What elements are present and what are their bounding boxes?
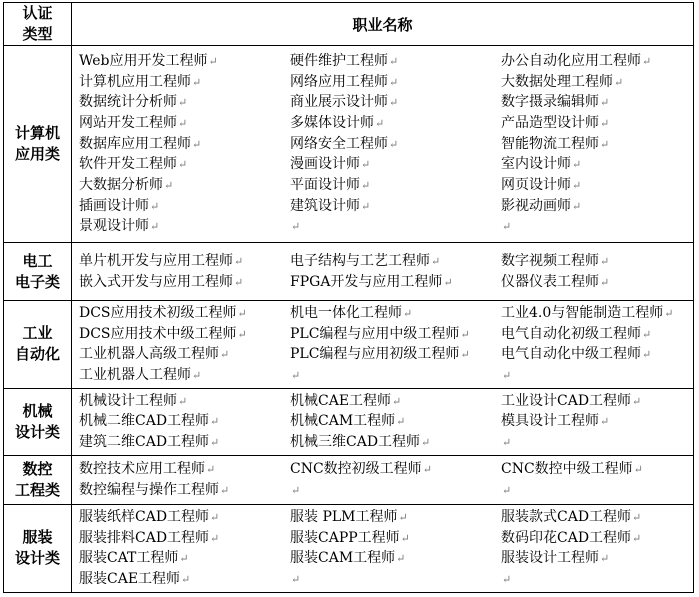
occupation-name (501, 344, 699, 365)
occupation-text: 景观设计师 (79, 218, 149, 235)
category-row (4, 243, 694, 301)
occupation-text: 大数据分析师 (79, 177, 163, 194)
category-type-cell (4, 504, 72, 592)
paragraph-mark-icon: ↵ (600, 137, 610, 151)
paragraph-mark-icon: ↵ (398, 510, 408, 524)
category-type-cell (4, 243, 72, 301)
occupation-name (501, 216, 699, 237)
paragraph-mark-icon: ↵ (600, 552, 610, 566)
paragraph-mark-icon: ↵ (291, 573, 301, 586)
occupation-text: 建筑设计师 (290, 197, 360, 214)
category-type-label: 服装 (22, 528, 53, 547)
occupation-name (290, 134, 501, 155)
occupation-text: 工业4.0与智能制造工程师 (501, 305, 664, 321)
paragraph-mark-icon: ↵ (389, 137, 399, 151)
paragraph-mark-icon: ↵ (502, 573, 512, 586)
occupation-text: Web应用开发工程师 (79, 52, 208, 69)
paragraph-mark-icon: ↵ (234, 254, 244, 268)
occupation-name (290, 432, 501, 453)
occupation-name (290, 113, 501, 134)
occupation-text: 机械CAM工程师 (290, 413, 396, 430)
occupation-name (501, 251, 699, 272)
occupation-text: DCS应用技术初级工程师 (79, 305, 237, 321)
occupation-name (79, 113, 290, 134)
paragraph-mark-icon: ↵ (291, 369, 301, 383)
occupation-name (501, 432, 699, 453)
occupation-text: 平面设计师 (290, 177, 360, 194)
occupation-text: 数据统计分析师 (79, 94, 177, 111)
occupation-name (290, 569, 501, 590)
category-type-label: 电工 (22, 251, 53, 270)
occupation-text: 计算机应用工程师 (79, 73, 191, 90)
occupation-text: 网站开发工程师 (79, 114, 177, 131)
paragraph-mark-icon: ↵ (392, 394, 402, 408)
occupation-text: 服装款式CAD工程师 (501, 508, 632, 525)
occupation-name (79, 196, 290, 217)
occupation-name (501, 92, 699, 113)
occupation-name (79, 548, 290, 569)
paragraph-mark-icon: ↵ (572, 179, 582, 193)
paragraph-mark-icon: ↵ (150, 199, 160, 213)
occupation-text: 硬件维护工程师 (290, 52, 388, 69)
occupation-names-cell (72, 301, 694, 389)
paragraph-mark-icon: ↵ (210, 510, 220, 524)
category-type-cell (4, 301, 72, 389)
occupation-text: 数码印花CAD工程师 (501, 529, 632, 546)
paragraph-mark-icon: ↵ (208, 54, 218, 68)
paragraph-mark-icon: ↵ (181, 573, 191, 586)
occupation-name (79, 432, 290, 453)
occupation-name (79, 154, 290, 175)
occupation-name (79, 411, 290, 432)
occupation-name (501, 391, 699, 412)
occupation-name (79, 303, 290, 324)
occupation-name (501, 459, 699, 480)
occupation-name (290, 272, 501, 293)
occupation-name (290, 528, 501, 549)
occupation-name (290, 92, 501, 113)
occupation-name (501, 72, 699, 93)
paragraph-mark-icon: ↵ (192, 75, 202, 89)
occupation-names-cell (72, 243, 694, 301)
occupation-text: CNC数控中级工程师 (501, 461, 633, 478)
header-type-line1: 认证 (22, 4, 53, 22)
paragraph-mark-icon: ↵ (400, 531, 410, 545)
paragraph-mark-icon: ↵ (206, 463, 216, 477)
paragraph-mark-icon: ↵ (460, 348, 470, 362)
paragraph-mark-icon: ↵ (192, 137, 202, 151)
occupation-grid (72, 51, 693, 237)
category-type-label: 工业 (22, 324, 53, 343)
occupation-text: 网络应用工程师 (290, 73, 388, 90)
paragraph-mark-icon: ↵ (291, 483, 301, 497)
occupation-text: 单片机开发与应用工程师 (79, 252, 233, 269)
occupation-name (290, 51, 501, 72)
occupation-text: 智能物流工程师 (501, 135, 599, 152)
occupation-name (79, 92, 290, 113)
occupation-grid (72, 391, 693, 453)
occupation-name (290, 507, 501, 528)
occupation-name (290, 344, 501, 365)
occupation-text: 漫画设计师 (290, 156, 360, 173)
occupation-text: 数控技术应用工程师 (79, 461, 205, 478)
occupation-text: 服装排料CAD工程师 (79, 529, 210, 546)
occupation-text: 服装CAT工程师 (79, 550, 179, 567)
paragraph-mark-icon: ↵ (150, 220, 160, 234)
paragraph-mark-icon: ↵ (389, 54, 399, 68)
paragraph-mark-icon: ↵ (633, 463, 643, 477)
category-type-cell (4, 455, 72, 504)
occupation-name (79, 216, 290, 237)
paragraph-mark-icon: ↵ (375, 116, 385, 130)
occupation-name (79, 507, 290, 528)
occupation-text: 数字视频工程师 (501, 252, 599, 269)
occupation-text: 多媒体设计师 (290, 114, 374, 131)
paragraph-mark-icon: ↵ (291, 220, 301, 234)
paragraph-mark-icon: ↵ (389, 75, 399, 89)
occupation-text: 服装CAM工程师 (290, 550, 396, 567)
occupation-name (501, 196, 699, 217)
occupation-text: 机械二维CAD工程师 (79, 413, 210, 430)
category-type-label: 机械 (22, 401, 53, 420)
occupation-name (501, 154, 699, 175)
occupation-name (290, 459, 501, 480)
occupation-name (79, 175, 290, 196)
category-type-label: 设计类 (14, 422, 60, 441)
paragraph-mark-icon: ↵ (632, 531, 642, 545)
occupation-name (501, 411, 699, 432)
paragraph-mark-icon: ↵ (632, 510, 642, 524)
paragraph-mark-icon: ↵ (192, 369, 202, 383)
header-type-cell (4, 3, 72, 46)
paragraph-mark-icon: ↵ (600, 116, 610, 130)
occupation-name (290, 251, 501, 272)
occupation-text: PLC编程与应用中级工程师 (290, 325, 460, 342)
occupation-name (79, 480, 290, 501)
table-body (4, 3, 694, 593)
occupation-name (501, 365, 699, 386)
category-type-label: 自动化 (14, 345, 60, 364)
occupation-name (290, 548, 501, 569)
occupation-text: 商业展示设计师 (290, 94, 388, 111)
category-type-cell (4, 388, 72, 455)
paragraph-mark-icon: ↵ (237, 307, 247, 320)
paragraph-mark-icon: ↵ (600, 415, 610, 429)
header-title-cell (72, 3, 694, 46)
paragraph-mark-icon: ↵ (422, 463, 432, 477)
occupation-text: 服装CAE工程师 (79, 571, 181, 587)
paragraph-mark-icon: ↵ (642, 348, 652, 362)
occupation-name (79, 134, 290, 155)
paragraph-mark-icon: ↵ (572, 158, 582, 172)
occupation-text: 服装设计工程师 (501, 550, 599, 567)
paragraph-mark-icon: ↵ (396, 552, 406, 566)
occupation-name (290, 391, 501, 412)
occupation-name (501, 303, 699, 324)
occupation-name (79, 569, 290, 590)
occupation-name (290, 196, 501, 217)
paragraph-mark-icon: ↵ (443, 275, 453, 289)
category-type-label: 设计类 (14, 549, 60, 568)
occupation-grid (72, 459, 693, 500)
occupation-name (79, 72, 290, 93)
occupation-name (290, 480, 501, 501)
certification-table (3, 2, 694, 593)
occupation-name (79, 51, 290, 72)
occupation-name (501, 113, 699, 134)
paragraph-mark-icon: ↵ (179, 552, 189, 566)
occupation-text: 服装 PLM工程师 (290, 508, 398, 525)
paragraph-mark-icon: ↵ (403, 307, 413, 320)
occupation-name (501, 51, 699, 72)
occupation-names-cell (72, 388, 694, 455)
occupation-text: 机械三维CAD工程师 (290, 434, 421, 451)
paragraph-mark-icon: ↵ (614, 75, 624, 89)
occupation-names-cell (72, 455, 694, 504)
occupation-grid (72, 303, 693, 386)
occupation-text: 大数据处理工程师 (501, 73, 613, 90)
paragraph-mark-icon: ↵ (220, 348, 230, 362)
occupation-name (501, 324, 699, 345)
occupation-name (501, 569, 699, 590)
occupation-text: DCS应用技术中级工程师 (79, 325, 237, 342)
paragraph-mark-icon: ↵ (361, 179, 371, 193)
occupation-name (290, 175, 501, 196)
occupation-name (79, 272, 290, 293)
occupation-text: 产品造型设计师 (501, 114, 599, 131)
category-row (4, 301, 694, 389)
occupation-text: 影视动画师 (501, 197, 571, 214)
occupation-name (501, 507, 699, 528)
paragraph-mark-icon: ↵ (178, 96, 188, 110)
paragraph-mark-icon: ↵ (361, 199, 371, 213)
occupation-name (290, 154, 501, 175)
occupation-text: 建筑二维CAD工程师 (79, 434, 210, 451)
occupation-name (501, 134, 699, 155)
occupation-name (290, 411, 501, 432)
category-row (4, 455, 694, 504)
occupation-text: 服装纸样CAD工程师 (79, 508, 210, 525)
occupation-name (290, 72, 501, 93)
paragraph-mark-icon: ↵ (178, 394, 188, 408)
occupation-name (79, 365, 290, 386)
paragraph-mark-icon: ↵ (632, 394, 642, 408)
paragraph-mark-icon: ↵ (237, 327, 247, 341)
occupation-text: 电气自动化中级工程师 (501, 346, 641, 363)
occupation-text: 工业设计CAD工程师 (501, 392, 632, 409)
paragraph-mark-icon: ↵ (642, 54, 652, 68)
occupation-name (79, 528, 290, 549)
occupation-text: 工业机器人高级工程师 (79, 346, 219, 363)
paragraph-mark-icon: ↵ (502, 220, 512, 234)
occupation-names-cell (72, 46, 694, 243)
occupation-text: 室内设计师 (501, 156, 571, 173)
paragraph-mark-icon: ↵ (210, 415, 220, 429)
occupation-text: 电气自动化初级工程师 (501, 325, 641, 342)
occupation-name (501, 528, 699, 549)
occupation-name (79, 251, 290, 272)
paragraph-mark-icon: ↵ (502, 436, 512, 450)
paragraph-mark-icon: ↵ (234, 275, 244, 289)
paragraph-mark-icon: ↵ (600, 275, 610, 289)
category-type-label: 数控 (22, 459, 53, 478)
paragraph-mark-icon: ↵ (431, 254, 441, 268)
occupation-text: PLC编程与应用初级工程师 (290, 346, 460, 363)
paragraph-mark-icon: ↵ (664, 307, 674, 320)
occupation-name (501, 175, 699, 196)
occupation-text: CNC数控初级工程师 (290, 461, 422, 478)
occupation-text: 网页设计师 (501, 177, 571, 194)
occupation-name (501, 548, 699, 569)
occupation-name (79, 324, 290, 345)
paragraph-mark-icon: ↵ (220, 483, 230, 497)
category-type-label: 电子类 (14, 272, 60, 291)
paragraph-mark-icon: ↵ (389, 96, 399, 110)
category-row (4, 504, 694, 592)
occupation-name (290, 303, 501, 324)
paragraph-mark-icon: ↵ (502, 369, 512, 383)
category-type-label: 计算机 (14, 124, 60, 142)
paragraph-mark-icon: ↵ (421, 436, 431, 450)
occupation-text: 嵌入式开发与应用工程师 (79, 273, 233, 290)
category-type-cell (4, 46, 72, 243)
occupation-grid (72, 251, 693, 292)
paragraph-mark-icon: ↵ (178, 158, 188, 172)
paragraph-mark-icon: ↵ (600, 254, 610, 268)
header-type-line2: 类型 (22, 25, 53, 43)
occupation-name (290, 324, 501, 345)
occupation-name (501, 272, 699, 293)
paragraph-mark-icon: ↵ (178, 116, 188, 130)
occupation-text: 数控编程与操作工程师 (79, 481, 219, 498)
occupation-text: 办公自动化应用工程师 (501, 52, 641, 69)
occupation-text: 插画设计师 (79, 197, 149, 214)
paragraph-mark-icon: ↵ (210, 436, 220, 450)
occupation-name (290, 365, 501, 386)
occupation-text: 机械设计工程师 (79, 392, 177, 409)
paragraph-mark-icon: ↵ (502, 483, 512, 497)
occupation-text: 电子结构与工艺工程师 (290, 252, 430, 269)
paragraph-mark-icon: ↵ (210, 531, 220, 545)
paragraph-mark-icon: ↵ (361, 158, 371, 172)
occupation-text: 仪器仪表工程师 (501, 273, 599, 290)
header-row (4, 3, 694, 46)
category-row (4, 388, 694, 455)
category-row (4, 46, 694, 243)
occupation-name (501, 480, 699, 501)
paragraph-mark-icon: ↵ (396, 415, 406, 429)
occupation-text: 模具设计工程师 (501, 413, 599, 430)
paragraph-mark-icon: ↵ (164, 179, 174, 193)
occupation-text: 服装CAPP工程师 (290, 529, 400, 546)
occupation-text: 机电一体化工程师 (290, 305, 402, 321)
occupation-grid (72, 507, 693, 590)
occupation-text: 软件开发工程师 (79, 156, 177, 173)
paragraph-mark-icon: ↵ (572, 199, 582, 213)
occupation-text: 网络安全工程师 (290, 135, 388, 152)
paragraph-mark-icon: ↵ (460, 327, 470, 341)
occupation-text: 数字摄录编辑师 (501, 94, 599, 111)
category-type-label: 工程类 (14, 480, 60, 499)
occupation-names-cell (72, 504, 694, 592)
occupation-text: FPGA开发与应用工程师 (290, 273, 443, 290)
occupation-text: 机械CAE工程师 (290, 392, 392, 409)
paragraph-mark-icon: ↵ (642, 327, 652, 341)
occupation-text: 工业机器人工程师 (79, 367, 191, 384)
category-type-label: 应用类 (14, 145, 60, 163)
header-title: 职业名称 (352, 15, 413, 34)
occupation-name (79, 391, 290, 412)
occupation-name (79, 344, 290, 365)
paragraph-mark-icon: ↵ (600, 96, 610, 110)
occupation-name (290, 216, 501, 237)
occupation-text: 数据库应用工程师 (79, 135, 191, 152)
occupation-name (79, 459, 290, 480)
